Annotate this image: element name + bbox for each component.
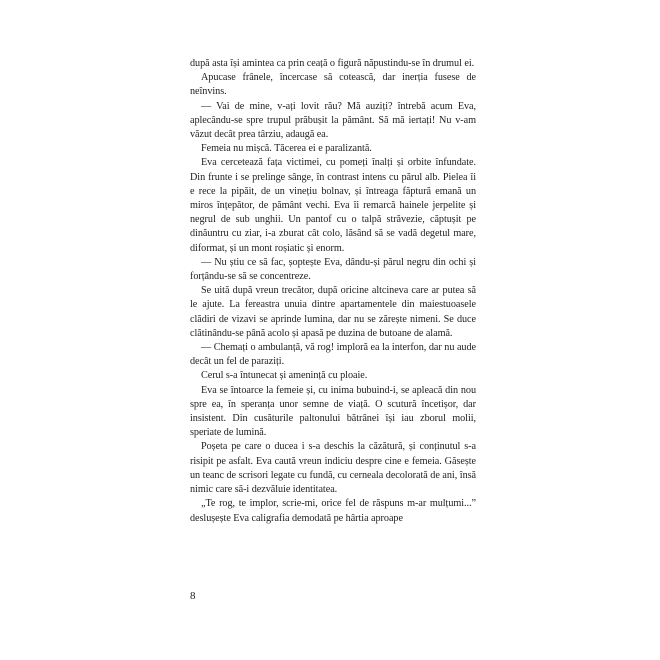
paragraph-9: Cerul s-a întunecat și amenință cu ploaie.	[201, 370, 368, 382]
paragraph-5: Eva cercetează fața victimei, cu pomeți înalți și orbite înfundate. Din frunte i se prelinge sânge, în contrast intens cu părul alb. Pielea îi e rece la pipăit, de un vinețiu bolnav, și întreaga făptură emană un miros înțepător, de pământ vechi. Eva îi remarcă hainele jerpelite și negrul de sub unghii. Un pantof cu o talpă străvezie, căptușit pe dinăuntru cu ziar, i-a zburat cât colo, lăsând să se vadă degetul mare, diformat, și un mont roșiatic și enorm.	[190, 157, 476, 254]
paragraph-1: după asta își amintea ca prin ceață o figură năpustindu-se în drumul ei.	[190, 58, 475, 69]
paragraph-2: Apucase frânele, încercase să cotească, dar inerția fusese de neînvins.	[190, 72, 476, 98]
body-text	[190, 57, 476, 526]
paragraph-7: Se uită după vreun trecător, după oricine altcineva care ar putea să le ajute. La fereastra unuia dintre apartamentele din maiestuoasele clădiri de vizavi se aprinde lumina, dar nu se zărește nimeni. Se duce clătinându-se până acolo și apasă pe duzina de butoane de alamă.	[190, 285, 476, 339]
paragraph-8: — Chemați o ambulanță, vă rog! imploră ea la interfon, dar nu aude decât un fel de paraziți.	[190, 342, 476, 368]
paragraph-11: Poșeta pe care o ducea i s-a deschis la căzătură, și conținutul s-a risipit pe asfalt. Eva caută vreun indiciu despre cine e femeia. Găsește un teanc de scrisori legate cu fundă, cu cerneala decolorată de ani, însă nimic care să-i dezvăluie identitatea.	[190, 441, 476, 496]
page-number: 8	[190, 590, 196, 602]
paragraph-6: — Nu știu ce să fac, șoptește Eva, dându-și părul negru din ochi și forțându-se să se concentreze.	[190, 256, 476, 283]
paragraph-3: — Vai de mine, v-ați lovit rău? Mă auziți? întrebă acum Eva, aplecându-se spre trupul prăbușit la pământ. Să mă iertați! Nu v-am văzut decât prea târziu, adaugă ea.	[190, 100, 476, 141]
paragraph-12: „Te rog, te implor, scrie-mi, orice fel de răspuns m-ar mulțumi...” deslușește Eva caligrafia demodată pe hârtia aproape	[190, 498, 476, 524]
paragraph-10: Eva se întoarce la femeie și, cu inima bubuind-i, se apleacă din nou spre ea, în speranța unor semne de viață. O scutură încetișor, dar insistent. Din cusăturile paltonului bătrânei își iau zborul molii, speriate de lumină.	[190, 384, 476, 439]
paragraph-4: Femeia nu mișcă. Tăcerea ei e paralizantă.	[201, 143, 372, 155]
